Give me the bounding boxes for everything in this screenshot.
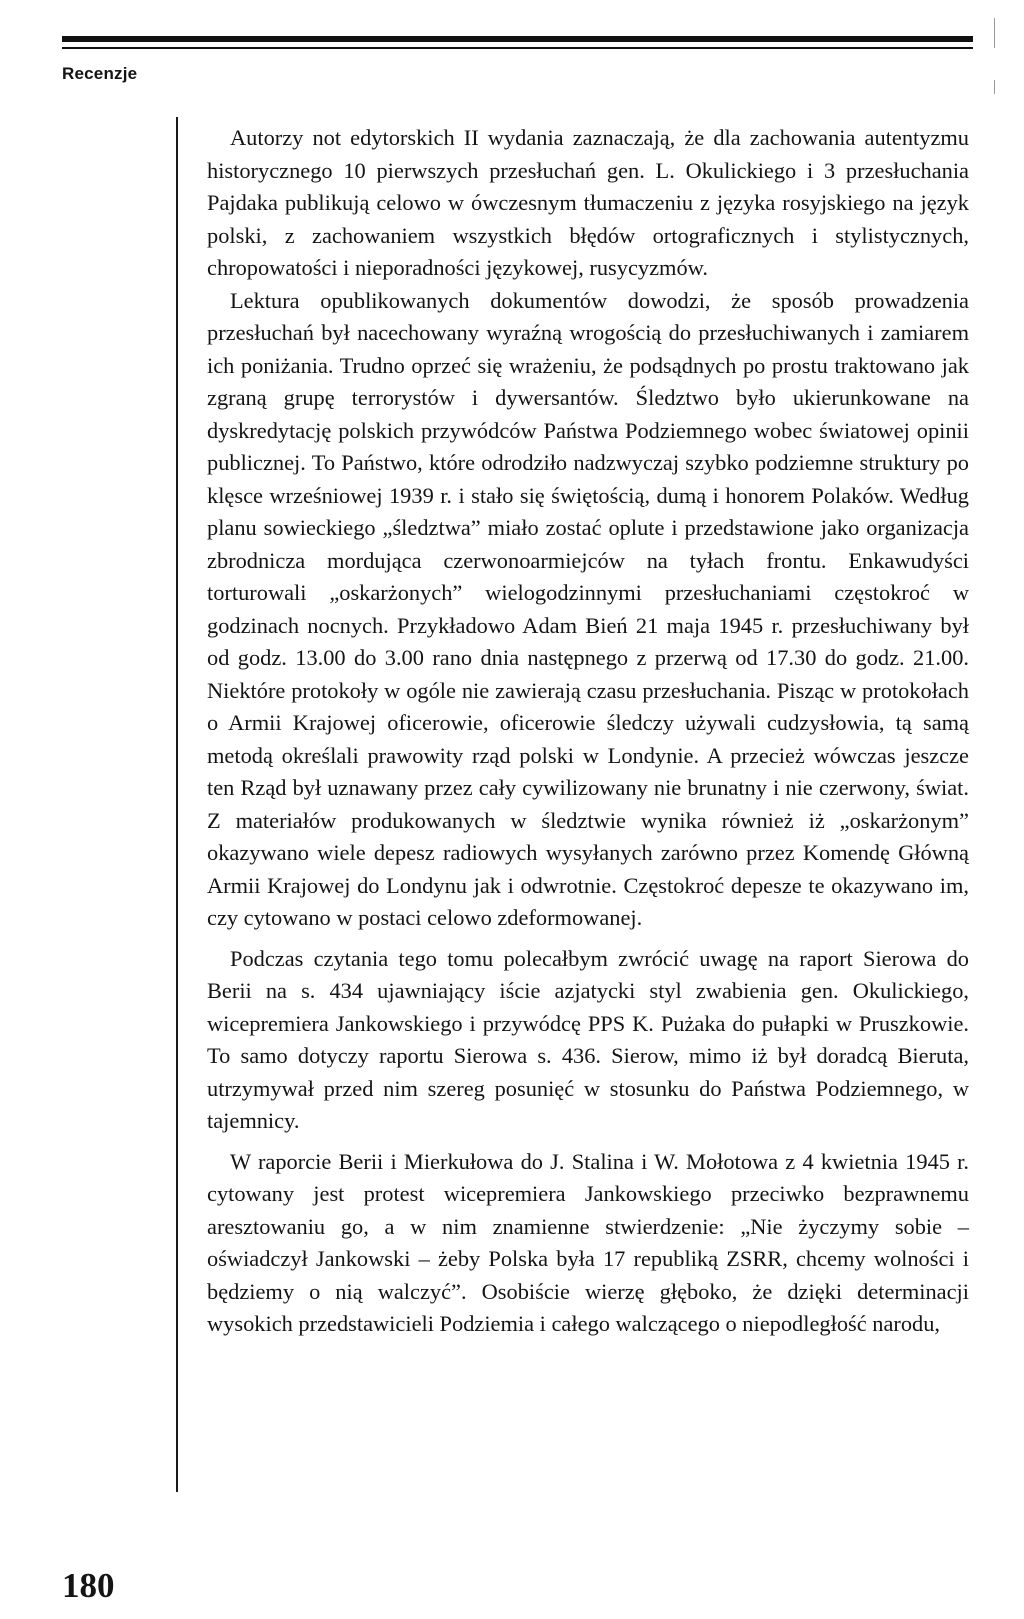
article-body xyxy=(207,122,969,1341)
header-rule-thin xyxy=(62,47,973,49)
paragraph-4: W raporcie Berii i Mierkułowa do J. Stalina i W. Mołotowa z 4 kwietnia 1945 r. cytowany jest protest wicepremiera Jankowskiego przeciwko bezprawnemu aresztowaniu go, a w nim znamienne stwierdzenie: „Nie życzymy sobie – oświadczył Jankowski – żeby Polska była 17 republiką ZSRR, chcemy wolności i będziemy o nią walczyć”. Osobiście wierzę głęboko, że dzięki determinacji wysokich przedstawicieli Podziemia i całego walczącego o niepodległość narodu, xyxy=(207,1148,969,1336)
paragraph-1: Autorzy not edytorskich II wydania zaznaczają, że dla zachowania autentyzmu historycznego 10 pierwszych przesłuchań gen. L. Okulickiego i 3 przesłuchania Pajdaka publikują celowo w ówczesnym tłumaczeniu z języka rosyjskiego na język polski, z zachowaniem wszystkich błędów ortograficznych i stylistycznych, chropowatości i nieporadności językowej, rusycyzmów. xyxy=(207,125,969,280)
paragraph-2: Lektura opublikowanych dokumentów dowodzi, że sposób prowadzenia przesłuchań był nacechowany wyraźną wrogością do przesłuchiwanych i zamiarem ich poniżania. Trudno oprzeć się wrażeniu, że podsądnych po prostu traktowano jak zgraną grupę terrorystów i dywersantów. Śledztwo było ukierunkowane na dyskredytację polskich przywódców Państwa Podziemnego wobec światowej opinii publicznej. To Państwo, które odrodziło nadzwyczaj szybko podziemne struktury po klęsce wrześniowej 1939 r. i stało się świętością, dumą i honorem Polaków. Według planu sowieckiego „śledztwa” miało zostać oplute i przedstawione jako organizacja zbrodnicza mordująca czerwonoarmiejców na tyłach frontu. Enkawudyści torturowali „oskarżonych” wielogodzinnymi przesłuchaniami częstokroć w godzinach nocnych. Przykładowo Adam Bień 21 maja 1945 r. przesłuchiwany był od godz. 13.00 do 3.00 rano dnia następnego z przerwą od 17.30 do godz. 21.00. Niektóre protokoły w ogóle nie zawierają czasu przesłuchania. Pisząc w protokołach o Armii Krajowej oficerowie, oficerowie śledczy używali cudzysłowia, tą samą metodą określali prawowity rząd polski w Londynie. A przecież wówczas jeszcze ten Rząd był uznawany przez cały cywilizowany nie brunatny i nie czerwony, świat. Z materiałów produkowanych w śledztwie wynika również iż „oskarżonym” okazywano wiele depesz radiowych wysyłanych zarówno przez Komendę Główną Armii Krajowej do Londynu jak i odwrotnie. Częstokroć depesze te okazywano im, czy cytowano w postaci celowo zdeformowanej. xyxy=(207,287,969,930)
page-number: 180 xyxy=(62,1566,115,1605)
header-rule-thick xyxy=(62,36,973,42)
section-label: Recenzje xyxy=(62,64,138,83)
margin-tick-top xyxy=(994,18,995,48)
margin-rule xyxy=(176,117,178,1492)
margin-tick-mid xyxy=(994,80,995,94)
paragraph-3: Podczas czytania tego tomu polecałbym zwrócić uwagę na raport Sierowa do Berii na s. 434 ujawniający iście azjatycki styl zwabienia gen. Okulickiego, wicepremiera Jankowskiego i przywódcę PPS K. Pużaka do pułapki w Pruszkowie. To samo dotyczy raportu Sierowa s. 436. Sierow, mimo iż był doradcą Bieruta, utrzymywał przed nim szereg posunięć w stosunku do Państwa Podziemnego, w tajemnicy. xyxy=(207,945,969,1133)
